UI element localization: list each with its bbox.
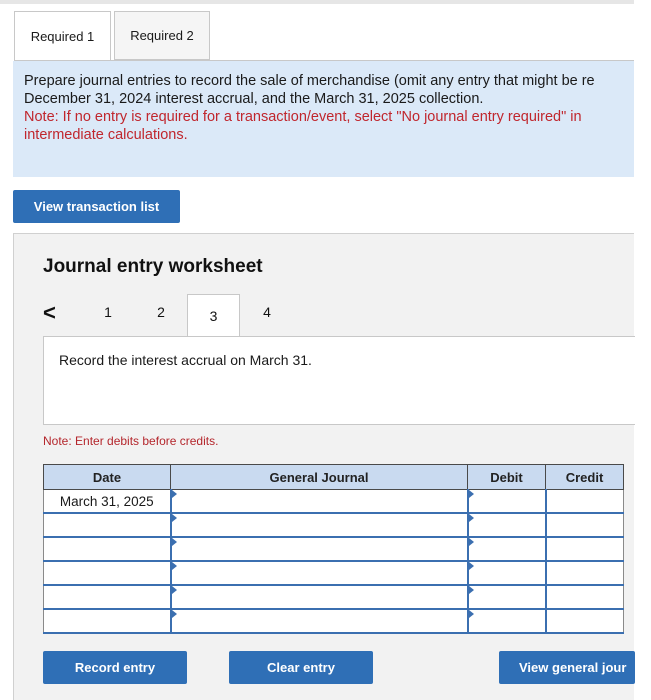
cell-marker-icon (172, 538, 177, 546)
debit-input[interactable] (468, 561, 546, 585)
debit-input[interactable] (468, 585, 546, 609)
worksheet-pager (14, 294, 634, 337)
view-transaction-list-button[interactable]: View transaction list (13, 190, 180, 223)
debits-credits-note: Note: Enter debits before credits. (43, 434, 219, 448)
cell-marker-icon (172, 586, 177, 594)
entry-description: Record the interest accrual on March 31. (43, 336, 635, 425)
instructions-panel (13, 61, 634, 177)
chevron-left-icon[interactable]: < (43, 300, 56, 325)
instructions-text-line-2: December 31, 2024 interest accrual, and the March 31, 2025 collection. (24, 91, 484, 107)
account-dropdown[interactable] (171, 561, 468, 585)
date-cell[interactable] (44, 537, 171, 561)
view-general-journal-button[interactable]: View general jour (499, 651, 635, 684)
journal-header-row (44, 465, 624, 490)
clear-entry-button[interactable]: Clear entry (229, 651, 373, 684)
table-row (44, 561, 624, 585)
table-row (44, 537, 624, 561)
table-row (44, 513, 624, 537)
pager-page-3[interactable]: 3 (187, 294, 240, 337)
account-dropdown[interactable] (171, 537, 468, 561)
cell-marker-icon (172, 610, 177, 618)
date-column-header: Date (44, 465, 171, 490)
cell-marker-icon (469, 538, 474, 546)
cell-marker-icon (469, 514, 474, 522)
date-cell[interactable] (44, 585, 171, 609)
cell-marker-icon (469, 562, 474, 570)
pager-page-4[interactable]: 4 (263, 304, 271, 320)
debit-input[interactable] (468, 537, 546, 561)
journal-entry-worksheet (13, 233, 634, 700)
tab-required-2[interactable]: Required 2 (114, 11, 210, 60)
instructions-note-line-1: Note: If no entry is required for a transaction/event, select "No journal entry required" in (24, 109, 582, 125)
cell-marker-icon (469, 490, 474, 498)
date-cell[interactable] (44, 513, 171, 537)
credit-input[interactable] (546, 585, 624, 609)
date-cell[interactable]: March 31, 2025 (44, 490, 171, 514)
cell-marker-icon (469, 586, 474, 594)
journal-table (43, 464, 624, 634)
debit-input[interactable] (468, 490, 546, 514)
pager-page-2[interactable]: 2 (157, 304, 165, 320)
account-dropdown[interactable] (171, 490, 468, 514)
cell-marker-icon (172, 514, 177, 522)
credit-input[interactable] (546, 561, 624, 585)
debit-input[interactable] (468, 513, 546, 537)
pager-page-1[interactable]: 1 (104, 304, 112, 320)
credit-column-header: Credit (546, 465, 624, 490)
instructions-text-line-1: Prepare journal entries to record the sale of merchandise (omit any entry that might be re (24, 73, 595, 89)
account-dropdown[interactable] (171, 513, 468, 537)
table-row (44, 490, 624, 514)
worksheet-title: Journal entry worksheet (43, 256, 263, 277)
tab-required-1[interactable]: Required 1 (14, 11, 111, 62)
top-divider (0, 0, 634, 4)
general-journal-column-header: General Journal (171, 465, 468, 490)
instructions-note-line-2: intermediate calculations. (24, 127, 188, 143)
credit-input[interactable] (546, 609, 624, 633)
cell-marker-icon (172, 490, 177, 498)
credit-input[interactable] (546, 513, 624, 537)
debit-column-header: Debit (468, 465, 546, 490)
table-row (44, 585, 624, 609)
date-cell[interactable] (44, 609, 171, 633)
cell-marker-icon (172, 562, 177, 570)
cell-marker-icon (469, 610, 474, 618)
account-dropdown[interactable] (171, 609, 468, 633)
credit-input[interactable] (546, 537, 624, 561)
record-entry-button[interactable]: Record entry (43, 651, 187, 684)
table-row (44, 609, 624, 633)
account-dropdown[interactable] (171, 585, 468, 609)
credit-input[interactable] (546, 490, 624, 514)
debit-input[interactable] (468, 609, 546, 633)
date-cell[interactable] (44, 561, 171, 585)
